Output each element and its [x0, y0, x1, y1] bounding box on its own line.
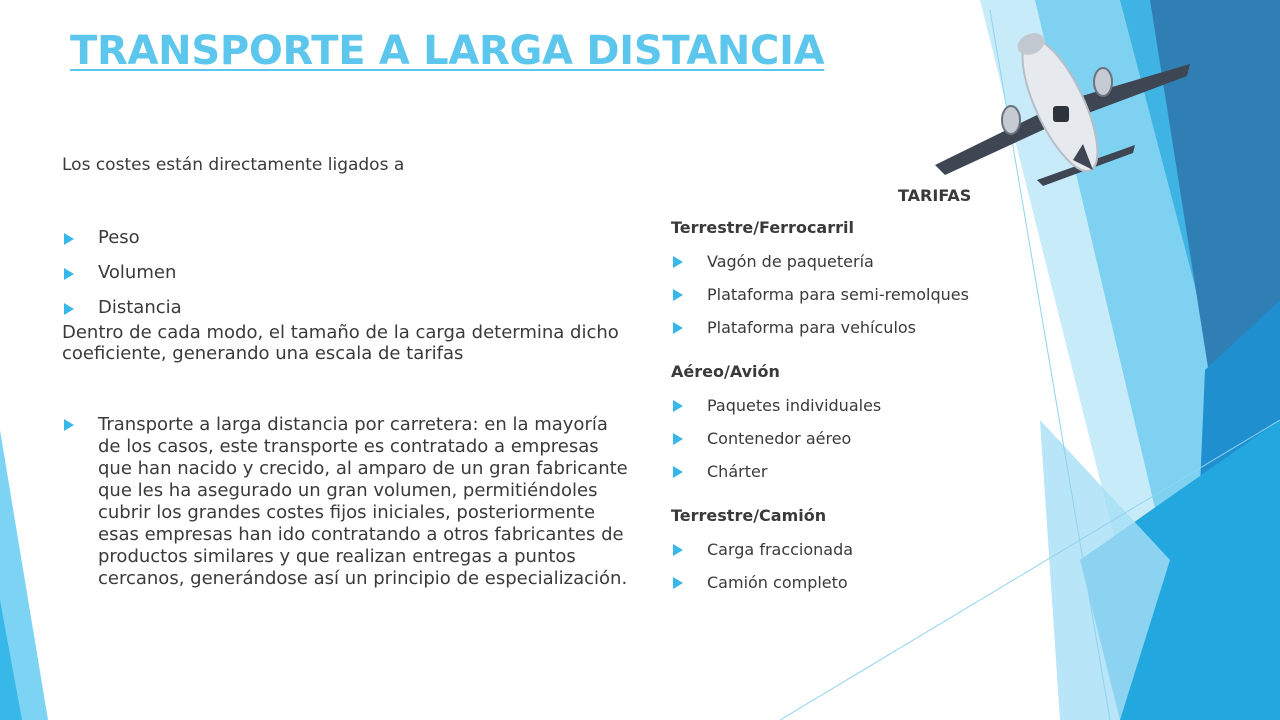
tarifa-group-camion	[671, 506, 1071, 593]
bullet-triangle-icon	[673, 544, 683, 556]
group-items	[671, 252, 1071, 338]
group-title: Aéreo/Avión	[671, 362, 780, 381]
list-item-label: Transporte a larga distancia por carretera: en la mayoría de los casos, este transporte es contratado a empresas que han nacido y crecido, al amparo de un gran fabricante que les ha asegurado un gran volumen, permitiéndoles cubrir los grandes costes fijos iniciales, posteriormente esas empresas han ido contratando a otros fabricantes de productos similares y que realizan entregas a puntos cercanos, generándose así un principio de especialización.	[98, 414, 628, 589]
group-items	[671, 396, 1071, 482]
bullet-triangle-icon	[64, 233, 74, 245]
slide-title: TRANSPORTE A LARGA DISTANCIA	[70, 28, 825, 74]
list-item	[671, 429, 1071, 449]
list-item	[62, 263, 632, 283]
list-item	[62, 228, 632, 248]
group-title: Terrestre/Ferrocarril	[671, 218, 854, 237]
tarifas-section	[671, 218, 1071, 606]
list-item-label: Plataforma para vehículos	[707, 318, 917, 337]
list-item	[671, 462, 1071, 482]
list-item	[62, 298, 632, 318]
landing-gear	[1053, 106, 1069, 122]
tarifa-group-avion	[671, 362, 1071, 482]
costs-section	[62, 152, 632, 590]
airplane-icon	[925, 20, 1200, 195]
list-item	[671, 318, 1071, 338]
list-item	[62, 414, 632, 590]
list-item	[671, 396, 1071, 416]
bullet-triangle-icon	[673, 400, 683, 412]
bullet-triangle-icon	[64, 419, 74, 431]
list-item-label: Contenedor aéreo	[707, 429, 852, 448]
list-item-label: Chárter	[707, 462, 768, 481]
list-item	[671, 285, 1071, 305]
bullet-triangle-icon	[673, 322, 683, 334]
group-title: Terrestre/Camión	[671, 506, 827, 525]
bullet-triangle-icon	[673, 289, 683, 301]
list-item-label: Peso	[98, 227, 140, 248]
list-item-label: Vagón de paquetería	[707, 252, 874, 271]
left-engine	[1002, 106, 1020, 134]
list-item-label: Paquetes individuales	[707, 396, 882, 415]
list-item	[671, 252, 1071, 272]
list-item-label: Camión completo	[707, 573, 848, 592]
cost-factors-list	[62, 228, 632, 318]
list-item-label: Volumen	[98, 262, 177, 283]
list-item	[671, 573, 1071, 593]
left-wing	[935, 115, 1047, 175]
bullet-triangle-icon	[673, 577, 683, 589]
bullet-triangle-icon	[64, 268, 74, 280]
costs-intro: Los costes están directamente ligados a	[62, 155, 405, 175]
bullet-triangle-icon	[673, 256, 683, 268]
list-item-label: Carga fraccionada	[707, 540, 854, 559]
right-engine	[1094, 68, 1112, 96]
group-items	[671, 540, 1071, 593]
tarifas-heading: TARIFAS	[898, 186, 972, 205]
road-transport-list	[62, 414, 632, 590]
bullet-triangle-icon	[673, 466, 683, 478]
bullet-triangle-icon	[64, 303, 74, 315]
list-item-label: Plataforma para semi-remolques	[707, 285, 969, 304]
list-item-label: Distancia	[98, 297, 182, 318]
tarifa-group-ferrocarril	[671, 218, 1071, 338]
bullet-triangle-icon	[673, 433, 683, 445]
list-item	[671, 540, 1071, 560]
right-wing	[1075, 64, 1190, 115]
scale-paragraph: Dentro de cada modo, el tamaño de la carga determina dicho coeficiente, generando una escala de tarifas	[62, 322, 619, 364]
